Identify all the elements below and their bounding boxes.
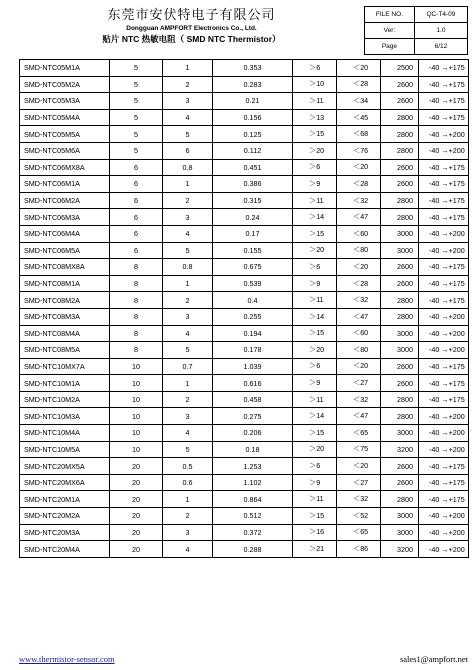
table-cell: 2800 bbox=[381, 142, 419, 159]
table-cell: ＜60 bbox=[337, 325, 381, 342]
table-cell: -40 →+200 bbox=[419, 225, 469, 242]
table-cell: 0.8 bbox=[163, 259, 213, 276]
table-cell: 5 bbox=[110, 142, 163, 159]
table-row bbox=[20, 375, 469, 392]
company-name-cn: 东莞市安伏特电子有限公司 bbox=[107, 8, 276, 23]
table-cell: 1 bbox=[163, 176, 213, 193]
table-cell: ＞9 bbox=[293, 375, 337, 392]
table-cell: -40 →+175 bbox=[419, 76, 469, 93]
table-cell: -40 →+200 bbox=[419, 308, 469, 325]
table-row bbox=[20, 93, 469, 110]
table-cell: 2800 bbox=[381, 292, 419, 309]
table-cell: -40 →+200 bbox=[419, 524, 469, 541]
product-ntc: NTC bbox=[121, 34, 140, 44]
table-cell: -40 →+175 bbox=[419, 275, 469, 292]
table-row bbox=[20, 242, 469, 259]
table-row bbox=[20, 458, 469, 475]
table-cell: ＞10 bbox=[293, 76, 337, 93]
table-cell: 3000 bbox=[381, 225, 419, 242]
table-cell: 2600 bbox=[381, 474, 419, 491]
table-row bbox=[20, 325, 469, 342]
table-row bbox=[20, 541, 469, 558]
table-cell: 0.156 bbox=[213, 109, 293, 126]
table-row bbox=[20, 109, 469, 126]
table-cell: SMD-NTC20M1A bbox=[20, 491, 110, 508]
meta-label: Ver: bbox=[365, 23, 415, 39]
table-cell: SMD-NTC20MX5A bbox=[20, 458, 110, 475]
table-cell: 6 bbox=[110, 192, 163, 209]
meta-row-file bbox=[365, 7, 468, 23]
table-cell: -40 →+175 bbox=[419, 474, 469, 491]
table-cell: SMD-NTC08M2A bbox=[20, 292, 110, 309]
table-cell: SMD-NTC08M5A bbox=[20, 342, 110, 359]
table-cell: 2600 bbox=[381, 375, 419, 392]
table-cell: -40 →+175 bbox=[419, 60, 469, 77]
table-cell: 0.18 bbox=[213, 441, 293, 458]
table-cell: 0.24 bbox=[213, 209, 293, 226]
table-cell: 1.039 bbox=[213, 358, 293, 375]
table-cell: -40 →+200 bbox=[419, 425, 469, 442]
table-cell: 0.194 bbox=[213, 325, 293, 342]
table-cell: 0.8 bbox=[163, 159, 213, 176]
table-cell: SMD-NTC10M4A bbox=[20, 425, 110, 442]
table-cell: -40 →+175 bbox=[419, 109, 469, 126]
table-cell: 20 bbox=[110, 508, 163, 525]
table-row bbox=[20, 391, 469, 408]
table-cell: 8 bbox=[110, 325, 163, 342]
table-cell: 6 bbox=[110, 242, 163, 259]
table-cell: SMD-NTC06M2A bbox=[20, 192, 110, 209]
table-cell: -40 →+175 bbox=[419, 375, 469, 392]
table-cell: SMD-NTC08M4A bbox=[20, 325, 110, 342]
company-name-en: Dongguan AMPFORT Electronics Co., Ltd. bbox=[126, 25, 257, 32]
table-cell: 2800 bbox=[381, 491, 419, 508]
table-cell: SMD-NTC20M2A bbox=[20, 508, 110, 525]
table-cell: 0.372 bbox=[213, 524, 293, 541]
table-row bbox=[20, 342, 469, 359]
table-cell: SMD-NTC06M1A bbox=[20, 176, 110, 193]
table-cell: ＞16 bbox=[293, 524, 337, 541]
table-cell: ＞13 bbox=[293, 109, 337, 126]
table-cell: 4 bbox=[163, 109, 213, 126]
table-cell: 0.206 bbox=[213, 425, 293, 442]
table-cell: 0.6 bbox=[163, 474, 213, 491]
table-cell: ＜80 bbox=[337, 342, 381, 359]
table-cell: 3 bbox=[163, 408, 213, 425]
table-cell: SMD-NTC05M5A bbox=[20, 126, 110, 143]
table-cell: 20 bbox=[110, 458, 163, 475]
table-cell: 0.451 bbox=[213, 159, 293, 176]
table-cell: ＜47 bbox=[337, 408, 381, 425]
table-cell: ＞15 bbox=[293, 325, 337, 342]
table-cell: 10 bbox=[110, 408, 163, 425]
table-cell: ＞15 bbox=[293, 126, 337, 143]
table-cell: 3000 bbox=[381, 524, 419, 541]
table-cell: 0.112 bbox=[213, 142, 293, 159]
table-cell: -40 →+175 bbox=[419, 159, 469, 176]
table-cell: 2600 bbox=[381, 76, 419, 93]
table-cell: -40 →+175 bbox=[419, 491, 469, 508]
table-row bbox=[20, 425, 469, 442]
table-cell: ＞6 bbox=[293, 259, 337, 276]
table-cell: 3 bbox=[163, 308, 213, 325]
table-cell: 20 bbox=[110, 541, 163, 558]
table-cell: -40 →+175 bbox=[419, 192, 469, 209]
table-cell: ＞6 bbox=[293, 358, 337, 375]
table-cell: 0.539 bbox=[213, 275, 293, 292]
table-cell: -40 →+200 bbox=[419, 242, 469, 259]
table-cell: 1.253 bbox=[213, 458, 293, 475]
meta-row-page bbox=[365, 39, 468, 55]
product-cn: 贴片 bbox=[102, 34, 120, 44]
table-row bbox=[20, 159, 469, 176]
table-cell: 0.458 bbox=[213, 391, 293, 408]
table-cell: 0.616 bbox=[213, 375, 293, 392]
table-cell: -40 →+175 bbox=[419, 458, 469, 475]
table-cell: 3200 bbox=[381, 541, 419, 558]
table-cell: ＜86 bbox=[337, 541, 381, 558]
table-row bbox=[20, 524, 469, 541]
table-cell: ＞9 bbox=[293, 275, 337, 292]
spec-table bbox=[19, 59, 469, 558]
table-cell: 2800 bbox=[381, 209, 419, 226]
table-row bbox=[20, 176, 469, 193]
table-row bbox=[20, 491, 469, 508]
table-cell: ＞11 bbox=[293, 292, 337, 309]
table-row bbox=[20, 60, 469, 77]
table-cell: 5 bbox=[110, 60, 163, 77]
table-cell: ＜20 bbox=[337, 259, 381, 276]
table-cell: -40 →+200 bbox=[419, 441, 469, 458]
table-cell: ＞11 bbox=[293, 391, 337, 408]
table-cell: 20 bbox=[110, 491, 163, 508]
table-cell: ＞6 bbox=[293, 458, 337, 475]
table-row bbox=[20, 358, 469, 375]
table-cell: -40 →+200 bbox=[419, 325, 469, 342]
table-cell: 2800 bbox=[381, 408, 419, 425]
table-cell: -40 →+175 bbox=[419, 259, 469, 276]
table-cell: SMD-NTC05M6A bbox=[20, 142, 110, 159]
table-cell: 8 bbox=[110, 342, 163, 359]
table-cell: 2800 bbox=[381, 308, 419, 325]
table-cell: 0.5 bbox=[163, 458, 213, 475]
table-cell: 8 bbox=[110, 292, 163, 309]
table-cell: ＜28 bbox=[337, 176, 381, 193]
table-cell: SMD-NTC08M1A bbox=[20, 275, 110, 292]
table-cell: ＜65 bbox=[337, 524, 381, 541]
table-cell: -40 →+200 bbox=[419, 541, 469, 558]
table-cell: ＞20 bbox=[293, 142, 337, 159]
table-cell: ＜80 bbox=[337, 242, 381, 259]
table-cell: -40 →+175 bbox=[419, 176, 469, 193]
table-cell: ＞20 bbox=[293, 441, 337, 458]
table-cell: 5 bbox=[163, 342, 213, 359]
table-cell: 0.675 bbox=[213, 259, 293, 276]
table-cell: -40 →+175 bbox=[419, 292, 469, 309]
table-cell: SMD-NTC06M5A bbox=[20, 242, 110, 259]
table-cell: -40 →+175 bbox=[419, 93, 469, 110]
table-cell: 2600 bbox=[381, 458, 419, 475]
table-cell: 3000 bbox=[381, 425, 419, 442]
product-title bbox=[19, 33, 364, 45]
table-cell: 5 bbox=[163, 242, 213, 259]
table-row bbox=[20, 209, 469, 226]
table-cell: -40 →+200 bbox=[419, 508, 469, 525]
table-cell: 2600 bbox=[381, 159, 419, 176]
table-cell: 5 bbox=[163, 126, 213, 143]
table-cell: ＞15 bbox=[293, 425, 337, 442]
table-cell: SMD-NTC06M3A bbox=[20, 209, 110, 226]
table-cell: ＜45 bbox=[337, 109, 381, 126]
table-cell: 3000 bbox=[381, 508, 419, 525]
table-cell: 4 bbox=[163, 425, 213, 442]
table-cell: 6 bbox=[163, 142, 213, 159]
table-cell: 5 bbox=[110, 126, 163, 143]
table-cell: SMD-NTC08M3A bbox=[20, 308, 110, 325]
table-cell: 4 bbox=[163, 225, 213, 242]
table-row bbox=[20, 508, 469, 525]
table-cell: 10 bbox=[110, 358, 163, 375]
table-cell: 2600 bbox=[381, 93, 419, 110]
table-row bbox=[20, 441, 469, 458]
table-cell: 2800 bbox=[381, 109, 419, 126]
table-cell: 20 bbox=[110, 524, 163, 541]
email-address: sales1@ampfort.net bbox=[399, 654, 468, 664]
meta-row-version bbox=[365, 23, 468, 39]
table-cell: -40 →+200 bbox=[419, 142, 469, 159]
table-cell: ＜68 bbox=[337, 126, 381, 143]
table-cell: 10 bbox=[110, 425, 163, 442]
table-cell: SMD-NTC20M4A bbox=[20, 541, 110, 558]
table-cell: ＜32 bbox=[337, 192, 381, 209]
table-cell: 0.255 bbox=[213, 308, 293, 325]
table-row bbox=[20, 408, 469, 425]
website-link[interactable]: www.thermistor-sensor.com bbox=[19, 654, 115, 664]
table-cell: ＞14 bbox=[293, 408, 337, 425]
table-cell: ＞20 bbox=[293, 342, 337, 359]
table-cell: ＜27 bbox=[337, 474, 381, 491]
meta-value: 6/12 bbox=[414, 39, 467, 55]
table-cell: ＜20 bbox=[337, 358, 381, 375]
table-cell: 4 bbox=[163, 325, 213, 342]
table-cell: 0.288 bbox=[213, 541, 293, 558]
table-row bbox=[20, 225, 469, 242]
document-header bbox=[19, 6, 468, 54]
table-cell: ＞6 bbox=[293, 159, 337, 176]
table-cell: 3000 bbox=[381, 325, 419, 342]
product-close: ） bbox=[272, 34, 281, 44]
table-cell: ＜47 bbox=[337, 308, 381, 325]
table-cell: 2 bbox=[163, 508, 213, 525]
table-cell: ＜20 bbox=[337, 159, 381, 176]
table-cell: ＜28 bbox=[337, 76, 381, 93]
meta-label: FILE NO. bbox=[365, 7, 415, 23]
table-cell: ＜34 bbox=[337, 93, 381, 110]
table-cell: ＞6 bbox=[293, 60, 337, 77]
table-cell: SMD-NTC05M4A bbox=[20, 109, 110, 126]
table-cell: -40 →+175 bbox=[419, 209, 469, 226]
table-cell: 0.21 bbox=[213, 93, 293, 110]
meta-value: QC-T4-09 bbox=[414, 7, 467, 23]
table-cell: ＞11 bbox=[293, 192, 337, 209]
table-cell: ＜65 bbox=[337, 425, 381, 442]
spec-table-body bbox=[20, 60, 469, 558]
table-cell: 2 bbox=[163, 76, 213, 93]
table-cell: 0.353 bbox=[213, 60, 293, 77]
table-cell: ＞14 bbox=[293, 209, 337, 226]
table-cell: 0.512 bbox=[213, 508, 293, 525]
table-cell: 0.178 bbox=[213, 342, 293, 359]
table-cell: 2800 bbox=[381, 192, 419, 209]
table-cell: ＜76 bbox=[337, 142, 381, 159]
table-cell: 3000 bbox=[381, 342, 419, 359]
table-cell: 5 bbox=[110, 76, 163, 93]
table-cell: 1 bbox=[163, 491, 213, 508]
table-cell: 6 bbox=[110, 209, 163, 226]
product-cn2: 热敏电阻（ bbox=[141, 34, 185, 44]
table-cell: SMD-NTC10M1A bbox=[20, 375, 110, 392]
table-cell: ＜32 bbox=[337, 292, 381, 309]
table-row bbox=[20, 308, 469, 325]
table-cell: SMD-NTC05M1A bbox=[20, 60, 110, 77]
table-cell: 5 bbox=[110, 109, 163, 126]
table-cell: 3 bbox=[163, 524, 213, 541]
table-cell: SMD-NTC20M3A bbox=[20, 524, 110, 541]
table-cell: 2600 bbox=[381, 275, 419, 292]
table-cell: 1.102 bbox=[213, 474, 293, 491]
table-cell: ＜47 bbox=[337, 209, 381, 226]
table-cell: 3200 bbox=[381, 441, 419, 458]
table-cell: 5 bbox=[163, 441, 213, 458]
table-cell: ＜60 bbox=[337, 225, 381, 242]
table-cell: 8 bbox=[110, 259, 163, 276]
table-cell: 20 bbox=[110, 474, 163, 491]
table-row bbox=[20, 474, 469, 491]
table-row bbox=[20, 292, 469, 309]
table-cell: 6 bbox=[110, 176, 163, 193]
table-cell: 8 bbox=[110, 275, 163, 292]
table-cell: 0.4 bbox=[213, 292, 293, 309]
table-cell: 0.386 bbox=[213, 176, 293, 193]
table-row bbox=[20, 76, 469, 93]
table-cell: 2 bbox=[163, 192, 213, 209]
table-cell: ＞20 bbox=[293, 242, 337, 259]
table-cell: 10 bbox=[110, 375, 163, 392]
table-cell: ＞11 bbox=[293, 491, 337, 508]
table-cell: 2 bbox=[163, 292, 213, 309]
table-cell: 2800 bbox=[381, 126, 419, 143]
table-cell: SMD-NTC20MX6A bbox=[20, 474, 110, 491]
table-cell: 1 bbox=[163, 60, 213, 77]
table-cell: 3000 bbox=[381, 242, 419, 259]
table-row bbox=[20, 259, 469, 276]
table-cell: ＞9 bbox=[293, 176, 337, 193]
table-cell: 2500 bbox=[381, 60, 419, 77]
table-cell: ＞21 bbox=[293, 541, 337, 558]
table-cell: SMD-NTC06M4A bbox=[20, 225, 110, 242]
table-cell: 0.7 bbox=[163, 358, 213, 375]
table-cell: SMD-NTC08MX8A bbox=[20, 259, 110, 276]
table-cell: 2800 bbox=[381, 391, 419, 408]
table-cell: 3 bbox=[163, 209, 213, 226]
table-cell: ＞15 bbox=[293, 225, 337, 242]
table-cell: 10 bbox=[110, 441, 163, 458]
table-cell: 2600 bbox=[381, 259, 419, 276]
document-meta-table bbox=[364, 6, 468, 55]
table-row bbox=[20, 192, 469, 209]
table-cell: SMD-NTC10M3A bbox=[20, 408, 110, 425]
table-cell: 2600 bbox=[381, 176, 419, 193]
meta-value: 1.0 bbox=[414, 23, 467, 39]
table-cell: 0.283 bbox=[213, 76, 293, 93]
table-cell: 0.315 bbox=[213, 192, 293, 209]
table-cell: 3 bbox=[163, 93, 213, 110]
table-cell: SMD-NTC05M3A bbox=[20, 93, 110, 110]
table-cell: 2600 bbox=[381, 358, 419, 375]
table-row bbox=[20, 275, 469, 292]
table-cell: 0.125 bbox=[213, 126, 293, 143]
table-cell: ＜20 bbox=[337, 458, 381, 475]
table-cell: -40 →+200 bbox=[419, 408, 469, 425]
table-cell: ＞9 bbox=[293, 474, 337, 491]
table-cell: 2 bbox=[163, 391, 213, 408]
table-cell: 0.864 bbox=[213, 491, 293, 508]
table-cell: 6 bbox=[110, 159, 163, 176]
table-row bbox=[20, 142, 469, 159]
table-cell: SMD-NTC10M5A bbox=[20, 441, 110, 458]
table-cell: 0.275 bbox=[213, 408, 293, 425]
table-cell: ＜27 bbox=[337, 375, 381, 392]
company-block bbox=[19, 6, 364, 54]
table-cell: -40 →+200 bbox=[419, 342, 469, 359]
table-cell: ＞11 bbox=[293, 93, 337, 110]
table-cell: ＞14 bbox=[293, 308, 337, 325]
table-cell: SMD-NTC05M2A bbox=[20, 76, 110, 93]
table-cell: 5 bbox=[110, 93, 163, 110]
table-cell: ＜28 bbox=[337, 275, 381, 292]
table-cell: ＜52 bbox=[337, 508, 381, 525]
table-cell: -40 →+200 bbox=[419, 126, 469, 143]
table-cell: 4 bbox=[163, 541, 213, 558]
table-cell: 8 bbox=[110, 308, 163, 325]
table-cell: ＞15 bbox=[293, 508, 337, 525]
table-cell: SMD-NTC10M2A bbox=[20, 391, 110, 408]
table-cell: 6 bbox=[110, 225, 163, 242]
table-cell: 0.17 bbox=[213, 225, 293, 242]
product-en: SMD NTC Thermistor bbox=[186, 34, 273, 44]
table-cell: ＜32 bbox=[337, 491, 381, 508]
table-cell: ＜75 bbox=[337, 441, 381, 458]
table-cell: SMD-NTC10MX7A bbox=[20, 358, 110, 375]
table-cell: ＜32 bbox=[337, 391, 381, 408]
table-cell: -40 →+175 bbox=[419, 391, 469, 408]
table-cell: 1 bbox=[163, 375, 213, 392]
table-row bbox=[20, 126, 469, 143]
table-cell: ＜20 bbox=[337, 60, 381, 77]
table-cell: 1 bbox=[163, 275, 213, 292]
table-cell: -40 →+175 bbox=[419, 358, 469, 375]
meta-label: Page bbox=[365, 39, 415, 55]
table-cell: 10 bbox=[110, 391, 163, 408]
table-cell: SMD-NTC06MX8A bbox=[20, 159, 110, 176]
table-cell: 0.155 bbox=[213, 242, 293, 259]
